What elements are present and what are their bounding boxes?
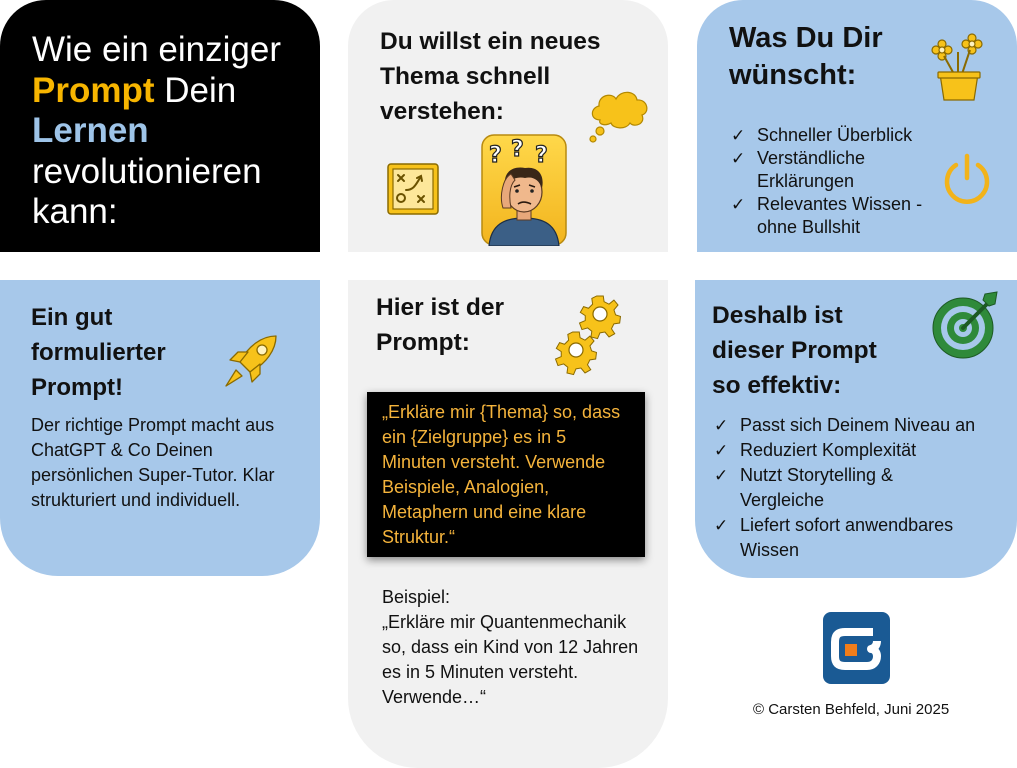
- understand-heading-2: Thema schnell: [380, 63, 551, 90]
- title-line-2: [32, 71, 300, 112]
- checkmark-icon: ✓: [731, 195, 746, 214]
- understand-heading-3: verstehen:: [380, 98, 504, 125]
- list-item: ✓ Relevantes Wissen - ohne Bullshit: [731, 194, 923, 237]
- example-text: „Erkläre mir Quantenmechanik so, dass ein Kind von 12 Jahren es in 5 Minuten versteht. Verwende…“: [382, 612, 639, 707]
- title-line-3: [32, 111, 300, 152]
- checkmark-icon: ✓: [714, 516, 729, 535]
- effective-heading-1: Deshalb ist: [712, 302, 843, 329]
- example-label: Beispiel:: [382, 587, 451, 607]
- flower-pot-icon: [930, 32, 988, 102]
- strategy-board-icon: [386, 162, 440, 216]
- prompt-heading-2: Prompt:: [376, 329, 470, 356]
- wish-checklist: [729, 124, 939, 239]
- good-prompt-body: Der richtige Prompt macht aus ChatGPT & Co Deinen persönlichen Super-Tutor. Klar strukturiert und individuell.: [31, 415, 275, 510]
- good-prompt-heading-1: Ein gut: [31, 304, 113, 331]
- wish-heading-1: Was Du Dir: [729, 22, 883, 54]
- svg-text:?: ?: [489, 143, 502, 168]
- checkmark-icon: ✓: [731, 126, 746, 145]
- confused-person-icon: [481, 134, 567, 246]
- list-item: ✓ Nutzt Storytelling & Vergleiche: [714, 465, 894, 510]
- list-item: ✓ Schneller Überblick: [731, 125, 913, 145]
- title-prompt-word: Prompt: [32, 70, 155, 110]
- effective-checklist: [712, 413, 1011, 563]
- prompt-text: „Erkläre mir {Thema} so, dass ein {Zielgruppe} es in 5 Minuten versteht. Verwende Beispiele, Analogien, Metaphern und eine klare Struktur.“: [382, 402, 621, 547]
- title-panel: [0, 0, 320, 252]
- power-icon: [941, 152, 993, 206]
- good-prompt-heading-3: Prompt!: [31, 374, 123, 401]
- thought-cloud-icon: [586, 86, 652, 144]
- rocket-icon: [218, 330, 282, 394]
- svg-text:?: ?: [511, 137, 524, 162]
- effective-heading-2: dieser Prompt: [712, 337, 877, 364]
- title-line-4: revolutionieren: [32, 151, 262, 191]
- example-block: [382, 585, 652, 710]
- title-lernen-word: Lernen: [32, 111, 149, 150]
- copyright-text: © Carsten Behfeld, Juni 2025: [753, 701, 950, 718]
- understand-heading-1: Du willst ein neues: [380, 28, 601, 55]
- prompt-heading-1: Hier ist der: [376, 294, 504, 321]
- prompt-text-box: [367, 392, 645, 557]
- svg-text:?: ?: [535, 143, 548, 168]
- list-item: ✓ Verständliche Erklärungen: [731, 148, 866, 191]
- gears-icon: [552, 290, 626, 376]
- list-item: ✓ Reduziert Komplexität: [712, 438, 1011, 463]
- checkmark-icon: ✓: [714, 416, 729, 435]
- title-dein: Dein: [154, 70, 237, 110]
- checkmark-icon: ✓: [714, 441, 729, 460]
- cb-logo: [823, 612, 890, 684]
- effective-heading-3: so effektiv:: [712, 372, 842, 399]
- wish-heading-2: wünscht:: [729, 59, 857, 91]
- title-line-5: kann:: [32, 192, 118, 231]
- list-item: ✓ Liefert sofort anwendbares Wissen: [714, 515, 954, 560]
- good-prompt-heading-2: formulierter: [31, 339, 166, 366]
- checkmark-icon: ✓: [714, 466, 729, 485]
- list-item: ✓ Passt sich Deinem Niveau an: [712, 413, 1011, 438]
- checkmark-icon: ✓: [731, 149, 746, 168]
- target-icon: [931, 290, 1001, 360]
- title-line-1: Wie ein einziger: [32, 30, 281, 69]
- good-prompt-panel: [0, 280, 320, 576]
